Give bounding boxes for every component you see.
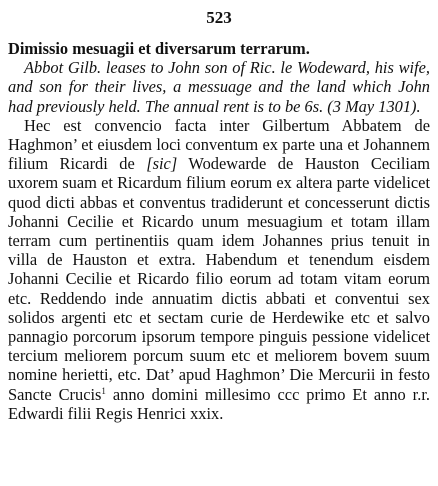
charter-entry <box>8 39 430 423</box>
latin-text-part-3: anno domini millesimo ccc primo Et anno r.r. Edwardi filii Regis Henrici xxix. <box>8 384 430 423</box>
entry-title: Dimissio mesuagii et diversarum terrarum. <box>8 39 310 58</box>
latin-text-part-1: Hec est convencio facta inter Gilbertum Abbatem de Haghmon’ et eiusdem loci conventum ex parte una et Johannem filium Ricardi de <box>8 115 430 174</box>
latin-charter-text <box>8 116 430 423</box>
english-summary: Abbot Gilb. leases to John son of Ric. le Wodeward, his wife, and son for their lives, a messuage and the land which John had previously held. The annual rent is to be 6s. (3 May 1301). <box>8 58 430 116</box>
footnote-marker: 1 <box>101 385 106 396</box>
sic-note: [sic] <box>146 154 178 174</box>
page-number: 523 <box>206 8 232 27</box>
latin-text-part-2: Wodewarde de Hauston Ceciliam uxorem suam et Ricardum filium eorum ex altera parte videlicet quod dicti abbas et conventus tradiderunt et concesserunt dictis Johanni Cecilie et Ricardo unum mesuagium et totam illam terram cum pertinentiis quam idem Johannes prius tenuit in villa de Hauston et extra. Habendum et tenendum eisdem Johanni Cecilie et Ricardo filio eorum ad totam vitam eorum etc. Reddendo inde annuatim dictis abbati et conventui sex solidos argenti etc et sectam curie de Herdewike etc et salvo pannagio porcorum ipsorum tempore pinguis pessione videlicet tercium meliorem porcum suum etc et meliorem bovem suum nomine herietti, etc. Dat’ apud Haghmon’ Die Mercurii in festo Sancte Crucis <box>8 154 430 404</box>
